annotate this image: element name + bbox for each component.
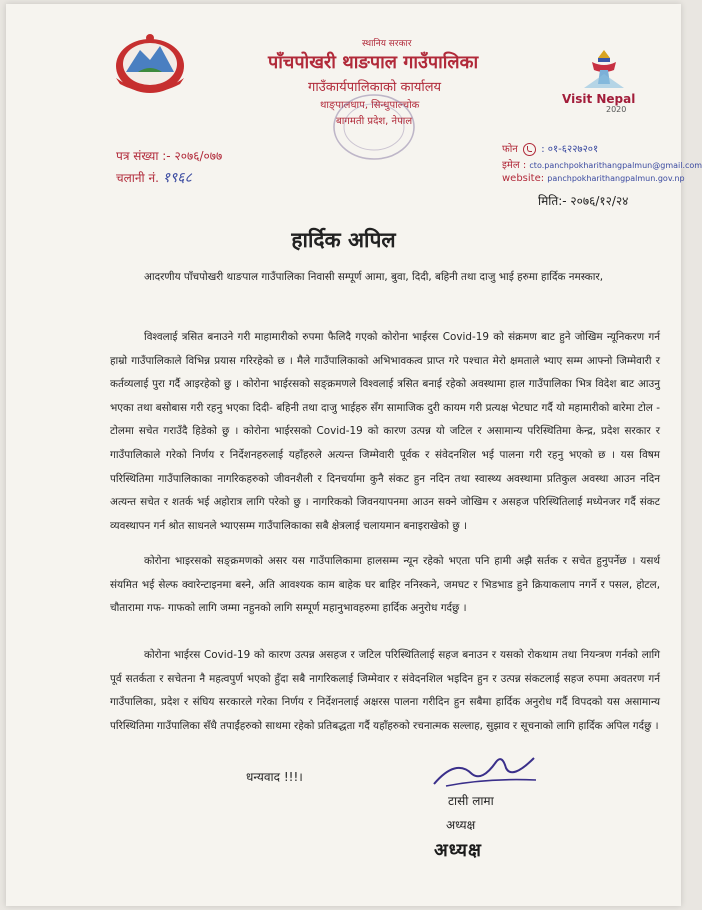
chalani-value: १९६८	[162, 170, 192, 186]
email-value: cto.panchpokharithangpalmun@gmail.com	[529, 161, 702, 170]
paragraph-3-text: कोरोना भाईरस Covid-19 को कारण उत्पन्न असहज र जटिल परिस्थितिलाई सहज बनाउन र यसको रोकथाम तथा नियन्त्रण गर्नको लागि पूर्व सतर्कता र सचेतना नै महत्वपुर्ण भएको हुँदा सबै नागरिकलाई जिम्मेवार र संवेदनशिल भइदिन हुन र उत्पन्न संकटलाई सहज रुपमा अवतरण गर्न गाउँपालिका, प्रदेश र संघिय सरकारले गरेका निर्णय र निर्देशनलाई अक्षरस पालना गरीदिन हुन सबैमा हार्दिक अनुरोध गर्दै विपदको यस असामान्य परिस्थितिमा गाउँपालिका सँधै तपाईंहरुको साथमा रहेको प्रतिबद्धता गर्दै यहाँहरुको रचनात्मक सल्लाह, सुझाव र सूचनाको लागि हार्दिक अपिल गर्दछु ।	[110, 649, 660, 732]
body-paragraph-1	[110, 326, 660, 538]
body-paragraph-3	[110, 644, 660, 738]
nepal-emblem-icon	[110, 28, 190, 98]
patra-value: २०७६/०७७	[174, 149, 223, 163]
greeting-text: आदरणीय पाँचपोखरी थाङपाल गाउँपालिका निवासी सम्पूर्ण आमा, बुवा, दिदी, बहिनी तथा दाजु भाई हरुमा हार्दिक नमस्कार,	[144, 271, 603, 283]
contact-email	[502, 157, 702, 171]
thanks-text: धन्यवाद !!!।	[246, 770, 303, 784]
website-label: website:	[502, 173, 545, 184]
office-name: गाउँकार्यपालिकाको कार्यालय	[308, 80, 442, 95]
contact-website	[502, 173, 685, 184]
visit-nepal-year: 2020	[606, 105, 627, 114]
letter-page	[6, 4, 702, 906]
office-province: बागमती प्रदेश, नेपाल	[336, 116, 413, 127]
paragraph-1-text: विश्वलाई त्रसित बनाउने गरी माहामारीको रुपमा फैलिदै गएको कोरोना भाईरस Covid-19 को संक्रमण बाट हुने जोखिम न्यूनिकरण गर्न हाम्रो गाउँपालिकाले विभिन्न प्रयास गरिरहेको छ । मैले गाउँपालिकाको अभिभावकत्व प्राप्त गरे पश्चात मेरो क्षमताले भ्याए सम्म आफ्नो जिम्मेवारी र कर्तव्यलाई पुरा गर्दै आइरहेको छु । कोरोना भाईरसको सङ्क्रमणले विश्वलाई त्रसित बनाई रहेको अवस्थामा हाल गाउँपालिका भित्र विदेश बाट आउनु भएका तथा बसोबास गरी रहनु भएका दिदी- बहिनी तथा दाजु भाईहरु सँग सामाजिक दुरी कायम गरी प्रत्यक्ष भेटघाट गर्दै यो महामारीको बारेमा टोल - टोलमा सचेत गराउँदै हिडेको छु । कोरोना भाईरसको Covid-19 को कारण उत्पन्न यो जटिल र असामान्य परिस्थितिमा केन्द्र, प्रदेश सरकार र गाउँपालिकाले गरेको निर्णय र निर्देशनहरुलाई यहाँहरुले अत्यन्त जिम्मेवारी पूर्वक र संवेदनशिल भई पालना गरी रहनु भएको छ । यस विषम परिस्थितिमा गाउँपालिकाका नागरिकहरुको जीवनशैली र दिनचर्यामा कुनै संकट हुन नदिन तथा स्वास्थ्य अवस्थामा प्रतिकुल अवस्था आउन नदिन अत्यन्त सचेत र शतर्क भई अहोरात्र लागि परेको छु । नागरिकको जिवनयापनमा आउन सक्ने जोखिम र असहज परिस्थितिलाई मध्येनजर गर्दै संकट व्यवस्थापन गर्न श्रोत साधनले भ्याएसम्म गाउँपालिकाका सबै क्षेत्रलाई चलायमान बनाइराखेको छु ।	[110, 331, 660, 532]
phone-value: : ०१-६२२७२०१	[541, 144, 599, 155]
govt-label: स्थानिय सरकार	[362, 39, 412, 49]
patra-label: पत्र संख्या :-	[116, 149, 171, 163]
email-label: इमेल :	[502, 160, 527, 171]
contact-phone	[502, 141, 598, 156]
office-address: थाङ्पालधाप, सिन्धुपाल्चोक	[320, 100, 420, 111]
phone-label: फोन	[502, 144, 518, 155]
paragraph-2-text: कोरोना भाइरसको सङ्क्रमणको असर यस गाउँपालिकामा हालसम्म न्यून रहेको भएता पनि हामी अझै सर्तक र सचेत हुनुपर्नेछ । यसर्थ संयमित भई सेल्फ क्वारेन्टाइनमा बस्ने, अति आवश्यक काम बाहेक घर बाहिर ननिस्कने, जमघट र भिडभाड हुने क्रियाकलाप नगर्ने र पसल, होटल, चौतारामा गफ- गाफको लागि जम्मा नहुनको लागि सम्पूर्ण महानुभावहरुमा हार्दिक अनुरोध गर्दछु ।	[110, 555, 660, 615]
phone-icon	[523, 143, 536, 156]
signature-icon	[426, 748, 546, 792]
visit-nepal-text: Visit Nepal	[562, 92, 636, 106]
body-paragraph-2	[110, 550, 660, 621]
chalani-label: चलानी नं.	[116, 171, 159, 185]
designation-stamp: अध्यक्ष	[434, 840, 482, 861]
letter-title: हार्दिक अपिल	[291, 228, 396, 252]
office-stamp-icon	[328, 90, 420, 164]
patra-sankhya	[116, 147, 222, 164]
municipality-name: पाँचपोखरी थाङपाल गाउँपालिका	[268, 52, 479, 73]
signatory-name: टासी लामा	[448, 794, 494, 808]
letter-date: मिति:- २०७६/१२/२४	[538, 194, 629, 208]
body-greeting	[110, 266, 660, 290]
website-value: panchpokharithangpalmun.gov.np	[547, 174, 685, 183]
signatory-designation: अध्यक्ष	[446, 818, 476, 832]
chalani-number	[116, 168, 192, 187]
